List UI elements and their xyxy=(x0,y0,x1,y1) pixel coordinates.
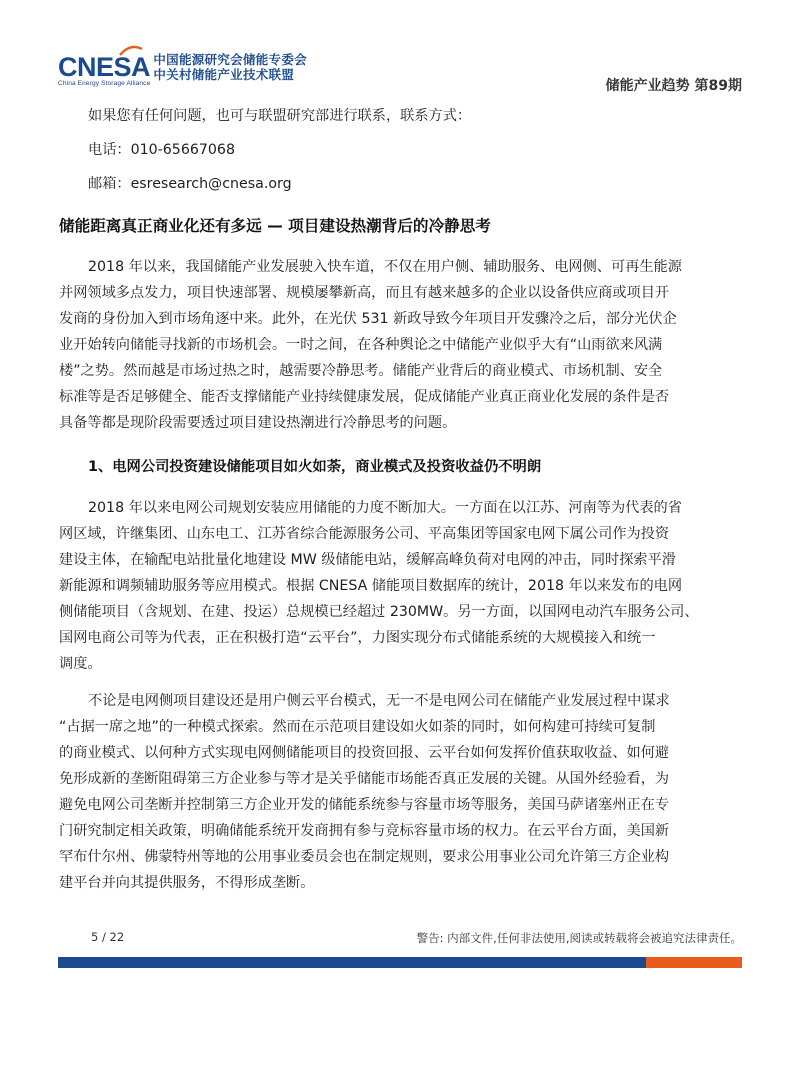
paragraph-line: 具备等都是现阶段需要透过项目建设热潮进行冷静思考的问题。 xyxy=(59,415,457,431)
paragraph-line: 免形成新的垄断阻碍第三方企业参与等才是关乎储能市场能否真正发展的关键。从国外经验看，为 xyxy=(59,771,670,787)
page-number: 5 / 22 xyxy=(91,930,125,944)
paragraph-line: 侧储能项目（含规划、在建、投运）总规模已经超过 230MW。另一方面，以国网电动汽车服务公司、 xyxy=(59,604,699,620)
section-1-heading: 1、电网公司投资建设储能项目如火如荼，商业模式及投资收益仍不明朗 xyxy=(88,459,542,475)
footer-bar-orange xyxy=(646,957,742,968)
paragraph-line: 国网电商公司等为代表，正在积极打造“云平台”，力图实现分布式储能系统的大规模接入和统一 xyxy=(59,630,656,646)
paragraph-line: 业开始转向储能寻找新的市场机会。一时之间，在各种舆论之中储能产业似乎大有“山雨欲来风满 xyxy=(59,337,663,353)
paragraph-line: 建设主体，在输配电站批量化地建设 MW 级储能电站，缓解高峰负荷对电网的冲击，同时探索平滑 xyxy=(59,552,676,568)
paragraph-line: 避免电网公司垄断并控制第三方企业开发的储能系统参与容量市场等服务，美国马萨诸塞州正在专 xyxy=(59,797,670,813)
logo-cn-line2: 中关村储能产业技术联盟 xyxy=(153,67,295,82)
logo-swoosh-icon xyxy=(118,45,144,57)
cnesa-logo xyxy=(58,52,307,87)
paragraph-line: 的商业模式、以何种方式实现电网侧储能项目的投资回报、云平台如何发挥价值获取收益、如何避 xyxy=(59,745,670,761)
paragraph-line: 调度。 xyxy=(59,656,102,672)
logo-wordmark: CNESA xyxy=(58,52,150,82)
logo-subtitle: China Energy Storage Alliance xyxy=(58,80,151,87)
paragraph-line: 罕布什尔州、佛蒙特州等地的公用事业委员会也在制定规则，要求公用事业公司允许第三方企业构 xyxy=(59,849,670,865)
paragraph-line: 2018 年以来电网公司规划安装应用储能的力度不断加大。一方面在以江苏、河南等为代表的省 xyxy=(88,500,682,516)
paragraph-line: 楼”之势。然而越是市场过热之时，越需要冷静思考。储能产业背后的商业模式、市场机制、安全 xyxy=(59,363,663,379)
paragraph-line: 发商的身份加入到市场角逐中来。此外，在光伏 531 新政导致今年项目开发骤冷之后，部分光伏企 xyxy=(59,311,677,327)
paragraph-line: 门研究制定相关政策，明确储能系统开发商拥有参与竞标容量市场的权力。在云平台方面，美国新 xyxy=(59,823,670,839)
article-title: 储能距离真正商业化还有多远 — 项目建设热潮背后的冷静思考 xyxy=(59,217,491,235)
paragraph-line: 不论是电网侧项目建设还是用户侧云平台模式，无一不是电网公司在储能产业发展过程中谋求 xyxy=(88,693,670,709)
paragraph-line: 标准等是否足够健全、能否支撑储能产业持续健康发展，促成储能产业真正商业化发展的条件是否 xyxy=(59,389,670,405)
logo-cn-line1: 中国能源研究会储能专委会 xyxy=(153,52,307,67)
contact-intro: 如果您有任何问题，也可与联盟研究部进行联系，联系方式： xyxy=(88,108,472,124)
paragraph-line: 并网领域多点发力，项目快速部署、规模屡攀新高，而且有越来越多的企业以设备供应商或项目开 xyxy=(59,285,670,301)
contact-phone: 电话：010-65667068 xyxy=(88,142,235,158)
footer-bar-blue xyxy=(58,957,646,968)
paragraph-line: 2018 年以来，我国储能产业发展驶入快车道，不仅在用户侧、辅助服务、电网侧、可再生能源 xyxy=(88,259,682,275)
paragraph-line: 新能源和调频辅助服务等应用模式。根据 CNESA 储能项目数据库的统计，2018 年以来发布的电网 xyxy=(59,578,683,594)
contact-email: 邮箱：esresearch@cnesa.org xyxy=(88,176,292,192)
paragraph-line: 建平台并向其提供服务，不得形成垄断。 xyxy=(59,875,315,891)
paragraph-line: “占据一席之地”的一种模式探索。然而在示范项目建设如火如荼的同时，如何构建可持续可复制 xyxy=(59,719,656,735)
issue-label: 储能产业趋势 第89期 xyxy=(605,78,742,94)
paragraph-line: 网区域，许继集团、山东电工、江苏省综合能源服务公司、平高集团等国家电网下属公司作为投资 xyxy=(59,526,670,542)
footer-warning: 警告: 内部文件,任何非法使用,阅读或转载将会被追究法律责任。 xyxy=(416,931,742,945)
